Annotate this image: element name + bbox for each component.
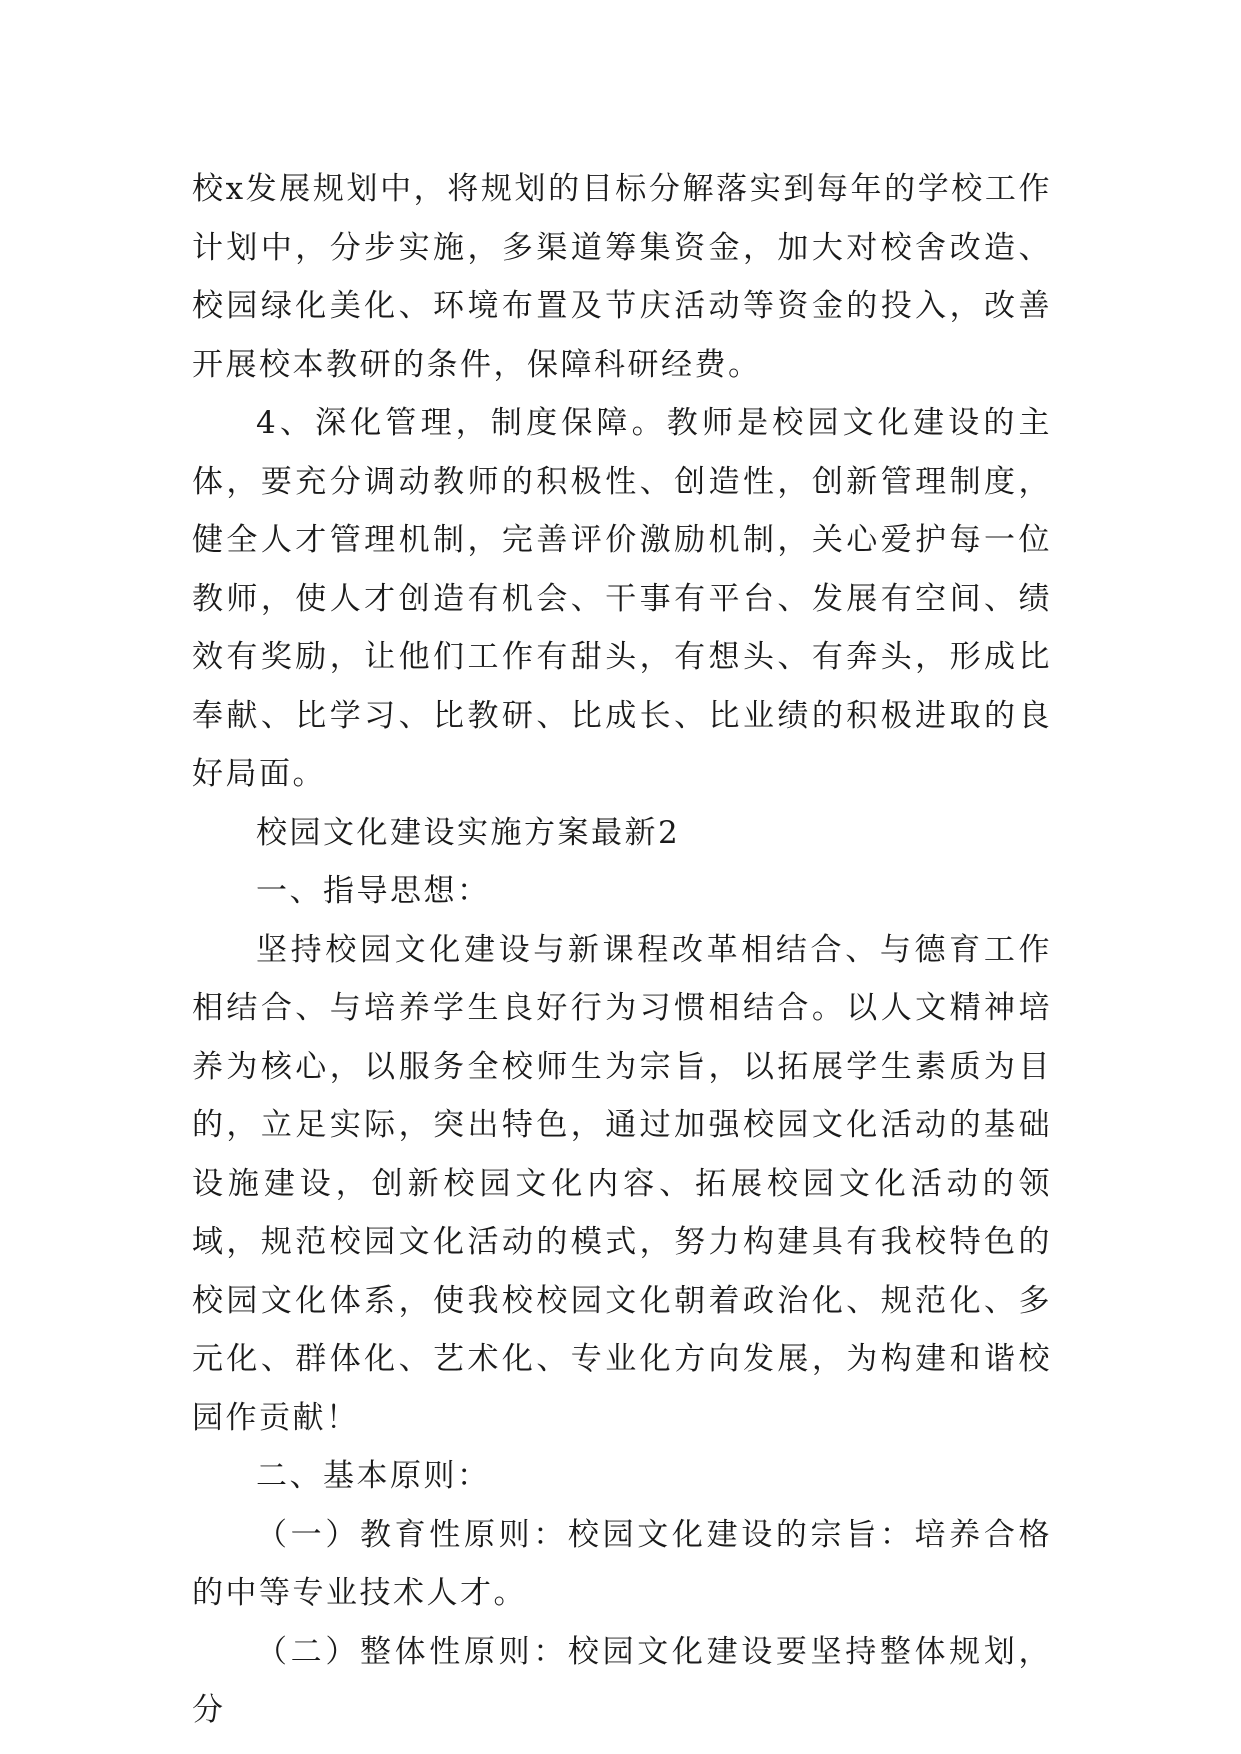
paragraph-guiding-ideology: 坚持校园文化建设与新课程改革相结合、与德育工作相结合、与培养学生良好行为习惯相结合。以人文精神培养为核心，以服务全校师生为宗旨，以拓展学生素质为目的，立足实际，突出特色，通过加强校园文化活动的基础设施建设，创新校园文化内容、拓展校园文化活动的领域，规范校园文化活动的模式，努力构建具有我校特色的校园文化体系，使我校校园文化朝着政治化、规范化、多元化、群体化、艺术化、专业化方向发展，为构建和谐校园作贡献！: [192, 931, 1052, 1436]
heading-guiding-ideology: 一、指导思想：: [256, 873, 491, 909]
paragraph-integrity-principle: （二）整体性原则：校园文化建设要坚持整体规划，分: [192, 1633, 1052, 1728]
heading-basic-principles: 二、基本原则：: [256, 1458, 491, 1494]
paragraph-planning-continuation: 校x发展规划中，将规划的目标分解落实到每年的学校工作计划中，分步实施，多渠道筹集资金，加大对校舍改造、校园绿化美化、环境布置及节庆活动等资金的投入，改善开展校本教研的条件，保障科研经费。: [192, 171, 1052, 383]
section-title: 校园文化建设实施方案最新2: [256, 814, 681, 851]
document-body: [192, 160, 1052, 1740]
paragraph-educational-principle: （一）教育性原则：校园文化建设的宗旨：培养合格的中等专业技术人才。: [192, 1516, 1052, 1611]
paragraph-management-guarantee: 4、深化管理，制度保障。教师是校园文化建设的主体，要充分调动教师的积极性、创造性，创新管理制度，健全人才管理机制，完善评价激励机制，关心爱护每一位教师，使人才创造有机会、干事有平台、发展有空间、绩效有奖励，让他们工作有甜头，有想头、有奔头，形成比奉献、比学习、比教研、比成长、比业绩的积极进取的良好局面。: [192, 405, 1052, 792]
